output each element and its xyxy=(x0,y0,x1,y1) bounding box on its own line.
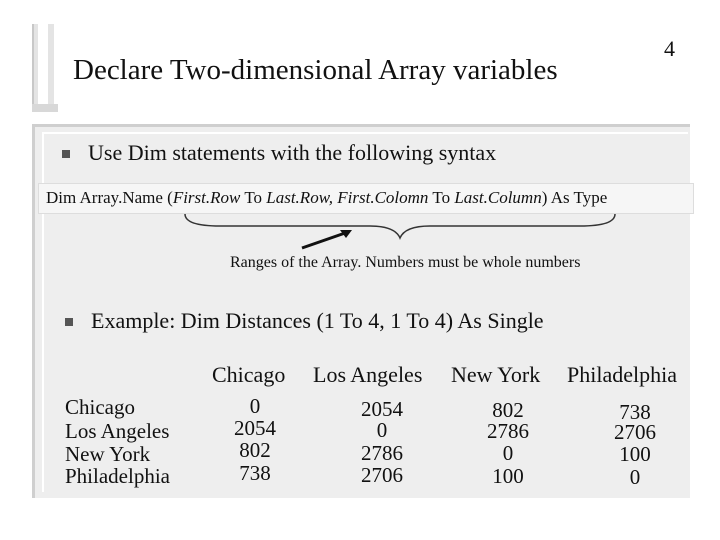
syntax-to: To xyxy=(428,188,455,207)
range-brace xyxy=(180,212,620,252)
table-cell: 0 xyxy=(502,441,514,465)
row-label-philadelphia: Philadelphia xyxy=(65,464,170,488)
bullet-square-icon xyxy=(65,318,73,326)
bullet-text-syntax: Use Dim statements with the following syntax xyxy=(88,140,497,165)
syntax-to: To xyxy=(240,188,267,207)
table-cell: 2706 xyxy=(614,420,656,444)
title-frame-vertical xyxy=(32,24,54,110)
table-cell: 738 xyxy=(619,400,651,424)
bullet-square-icon xyxy=(62,150,70,158)
column-header-new-york: New York xyxy=(451,362,541,387)
page-number: 4 xyxy=(664,36,675,61)
syntax-suffix: ) As Type xyxy=(541,188,608,207)
row-label-new-york: New York xyxy=(65,442,151,466)
title-frame-horizontal xyxy=(32,104,58,112)
table-cell: 100 xyxy=(492,464,524,488)
column-header-chicago: Chicago xyxy=(212,362,286,387)
syntax-first-column: First.Colomn xyxy=(333,188,429,207)
slide-title: Declare Two-dimensional Array variables xyxy=(73,54,558,86)
table-cell: 100 xyxy=(619,442,651,466)
table-cell: 2706 xyxy=(361,463,403,487)
syntax-first-row: First.Row xyxy=(172,188,241,207)
table-cell: 0 xyxy=(376,418,388,442)
table-cell: 0 xyxy=(629,465,641,489)
syntax-prefix: Dim Array.Name ( xyxy=(46,188,173,207)
column-header-philadelphia: Philadelphia xyxy=(567,362,677,387)
row-label-los-angeles: Los Angeles xyxy=(65,419,170,443)
range-note: Ranges of the Array. Numbers must be whole numbers xyxy=(230,254,581,271)
column-header-los-angeles: Los Angeles xyxy=(313,362,423,387)
row-label-chicago: Chicago xyxy=(65,395,135,419)
table-cell: 2786 xyxy=(361,441,403,465)
syntax-line xyxy=(46,188,607,208)
table-cell: 802 xyxy=(239,438,271,462)
table-cell: 2054 xyxy=(234,416,276,440)
arrow-line xyxy=(302,232,348,248)
syntax-last-column: Last.Column xyxy=(454,188,542,207)
bullet-text-example: Example: Dim Distances (1 To 4, 1 To 4) As Single xyxy=(91,308,544,333)
table-cell: 0 xyxy=(249,394,261,418)
table-cell: 2054 xyxy=(361,397,403,421)
table-cell: 2786 xyxy=(487,419,529,443)
table-cell: 802 xyxy=(492,398,524,422)
table-cell: 738 xyxy=(239,461,271,485)
syntax-last-row: Last.Row, xyxy=(266,188,334,207)
